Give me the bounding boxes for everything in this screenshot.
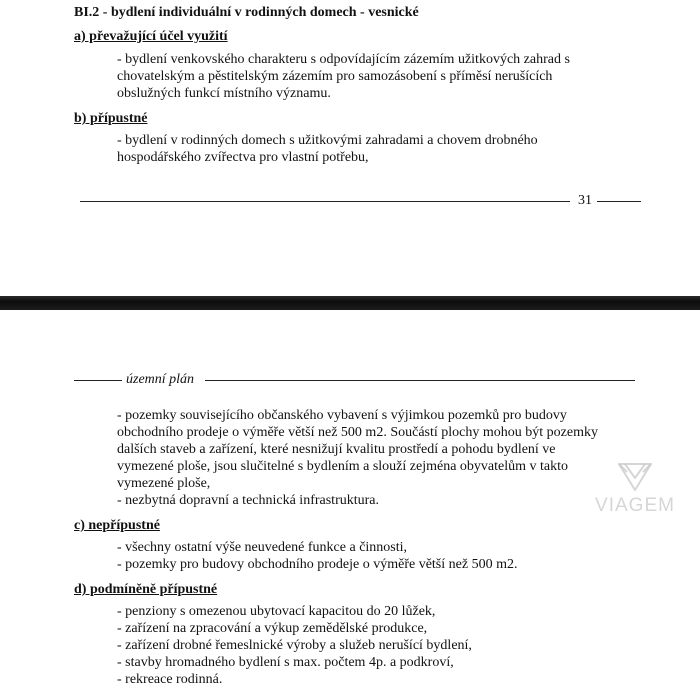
- text-line: vymezené ploše, jsou slučitelné s bydlením a slouží zejména obyvatelům v takto: [117, 459, 568, 474]
- text-line: - zařízení na zpracování a výkup zemědělské produkce,: [117, 621, 428, 636]
- text-line: - pozemky pro budovy obchodního prodeje o výměře větší než 500 m2.: [117, 557, 518, 572]
- text-line: - nezbytná dopravní a technická infrastruktura.: [117, 493, 380, 508]
- text-line: obchodního prodeje o výměře větší než 500 m2. Součástí plochy mohou být pozemky: [117, 425, 598, 440]
- text-line: chovatelským a pěstitelským zázemím pro samozásobení s příměsí nerušících: [117, 69, 553, 84]
- heading-d: d) podmíněně přípustné: [74, 582, 218, 597]
- text-line: - pozemky souvisejícího občanského vybavení s výjimkou pozemků pro budovy: [117, 408, 567, 423]
- page-separator: [0, 296, 700, 310]
- heading-a: a) převažující účel využití: [74, 29, 228, 44]
- text-line: - bydlení venkovského charakteru s odpovídajícím zázemím užitkových zahrad s: [117, 52, 570, 67]
- text-line: - bydlení v rodinných domech s užitkovými zahradami a chovem drobného: [117, 133, 538, 148]
- text-line: - penziony s omezenou ubytovací kapacitou do 20 lůžek,: [117, 604, 436, 619]
- footer-rule-left: [80, 201, 570, 202]
- heading-c: c) nepřípustné: [74, 518, 160, 533]
- page-number: 31: [578, 193, 592, 208]
- text-line: obslužných funkcí místního významu.: [117, 86, 331, 101]
- footer-rule-right: [597, 201, 641, 202]
- text-line: - stavby hromadného bydlení s max. počtem 4p. a podkroví,: [117, 655, 454, 670]
- text-line: - rekreace rodinná.: [117, 672, 223, 687]
- heading-b: b) přípustné: [74, 111, 148, 126]
- section-title: BI.2 - bydlení individuální v rodinných domech - vesnické: [74, 5, 419, 20]
- text-line: dalších staveb a zařízení, které nesnižují kvalitu prostředí a pohodu bydlení ve: [117, 442, 556, 457]
- running-header: územní plán: [126, 372, 195, 387]
- header-rule-right: [205, 380, 635, 381]
- text-line: vymezené ploše,: [117, 476, 211, 491]
- page-31: [0, 0, 700, 296]
- diamond-logo-icon: [615, 458, 655, 494]
- watermark: [585, 458, 685, 517]
- watermark-text: VIAGEM: [595, 495, 675, 516]
- text-line: - všechny ostatní výše neuvedené funkce a činnosti,: [117, 540, 408, 555]
- text-line: hospodářského zvířectva pro vlastní potřebu,: [117, 150, 369, 165]
- header-rule-left: [74, 380, 122, 381]
- text-line: - zařízení drobné řemeslnické výroby a služeb nerušící bydlení,: [117, 638, 472, 653]
